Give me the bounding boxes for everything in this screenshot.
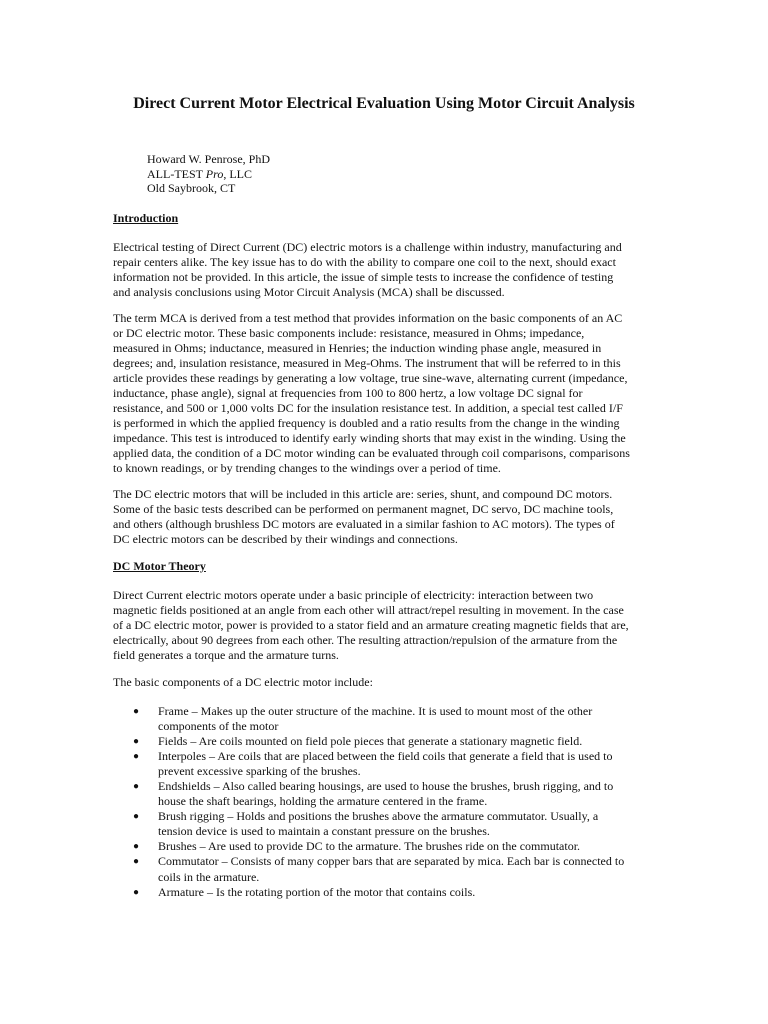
text-line: of a DC electric motor, power is provided to a stator field and an armature creating magnetic fields that are, [113, 618, 629, 633]
author-block [147, 152, 270, 196]
author-company [147, 167, 270, 182]
intro-paragraph-3 [113, 487, 658, 547]
text-line: house the shaft bearings, holding the armature centered in the frame. [158, 794, 488, 809]
list-item [113, 704, 658, 734]
document-title: Direct Current Motor Electrical Evaluation Using Motor Circuit Analysis [133, 95, 635, 112]
text-line: prevent excessive sparking of the brushes. [158, 764, 361, 779]
text-line: electrically, about 90 degrees from each other. The resulting attraction/repulsion of the armature from the [113, 633, 618, 648]
company-italic: Pro [205, 166, 224, 181]
text-line: Interpoles – Are coils that are placed between the field coils that generate a field that is used to [158, 749, 613, 764]
text-line: degrees; and, insulation resistance, measured in Meg-Ohms. The instrument that will be referred to in this [113, 356, 621, 371]
theory-paragraph-1 [113, 588, 658, 663]
list-item [113, 779, 658, 809]
text-line: Armature – Is the rotating portion of the motor that contains coils. [158, 884, 476, 899]
list-item [113, 734, 658, 749]
text-line: information not be provided. In this article, the issue of simple tests to increase the confidence of testing [113, 270, 614, 285]
text-line: is performed in which the applied frequency is doubled and a ratio results from the change in the winding [113, 416, 620, 431]
list-item [113, 885, 658, 900]
intro-paragraph-2 [113, 311, 658, 477]
text-line: or DC electric motor. These basic components include: resistance, measured in Ohms; impedance, [113, 326, 585, 341]
text-line: Brush rigging – Holds and positions the brushes above the armature commutator. Usually, a [158, 809, 599, 824]
text-line: Electrical testing of Direct Current (DC) electric motors is a challenge within industry, manufacturing and [113, 240, 622, 254]
text-line: DC electric motors can be described by their windings and connections. [113, 532, 458, 547]
text-line: inductance, phase angle), signal at frequencies from 100 to 800 hertz, a low voltage DC signal for [113, 386, 583, 401]
text-line: tension device is used to maintain a constant pressure on the brushes. [158, 824, 490, 839]
text-line: field generates a torque and the armature turns. [113, 648, 339, 663]
text-line: to known readings, or by trending changes to the windings over a period of time. [113, 461, 501, 476]
bullet-icon: ● [133, 856, 140, 868]
author-location: Old Saybrook, CT [147, 181, 236, 196]
components-list [113, 704, 658, 900]
text-line: magnetic fields positioned at an angle from each other will attract/repel resulting in movement. In the case [113, 603, 624, 618]
list-item [113, 809, 658, 839]
text-line: Commutator – Consists of many copper bars that are separated by mica. Each bar is connected to [158, 854, 625, 869]
text-line: applied data, the condition of a DC motor winding can be evaluated through coil comparisons, comparisons [113, 446, 630, 461]
text-line: coils in the armature. [158, 869, 260, 884]
bullet-icon: ● [133, 841, 140, 853]
text-line: Endshields – Also called bearing housings, are used to house the brushes, brush rigging, and to [158, 779, 614, 794]
company-suffix: , LLC [223, 166, 253, 181]
text-line: Fields – Are coils mounted on field pole pieces that generate a stationary magnetic field. [158, 734, 583, 749]
text-line: components of the motor [158, 719, 279, 734]
text-line: resistance, and 500 or 1,000 volts DC for the insulation resistance test. In addition, a special test called I/F [113, 401, 623, 416]
company-prefix: ALL-TEST [147, 166, 206, 181]
bullet-icon: ● [133, 751, 140, 763]
text-line: The term MCA is derived from a test method that provides information on the basic components of an AC [113, 311, 623, 325]
text-line: Direct Current electric motors operate under a basic principle of electricity: interaction between two [113, 588, 594, 602]
section-heading-dc-motor-theory: DC Motor Theory [113, 559, 206, 573]
text-line: The basic components of a DC electric motor include: [113, 675, 373, 689]
text-line: Some of the basic tests described can be performed on permanent magnet, DC servo, DC machine tools, [113, 502, 614, 517]
bullet-icon: ● [133, 736, 140, 748]
text-line: and analysis conclusions using Motor Circuit Analysis (MCA) shall be discussed. [113, 285, 505, 300]
bullet-icon: ● [133, 886, 140, 898]
list-item [113, 839, 658, 854]
text-line: and others (although brushless DC motors are evaluated in a similar fashion to AC motors). The types of [113, 517, 615, 532]
text-line: Frame – Makes up the outer structure of the machine. It is used to mount most of the other [158, 704, 593, 718]
bullet-icon: ● [133, 781, 140, 793]
list-item [113, 854, 658, 884]
text-line: impedance. This test is introduced to identify early winding shorts that may exist in the winding. Using the [113, 431, 626, 446]
bullet-icon: ● [133, 706, 140, 717]
intro-paragraph-1 [113, 240, 658, 300]
text-line: Brushes – Are used to provide DC to the armature. The brushes ride on the commutator. [158, 839, 581, 854]
text-line: repair centers alike. The key issue has to do with the ability to compare one coil to the next, should exact [113, 255, 616, 270]
section-heading-introduction: Introduction [113, 211, 179, 225]
text-line: The DC electric motors that will be included in this article are: series, shunt, and compound DC motors. [113, 487, 613, 501]
author-name: Howard W. Penrose, PhD [147, 152, 270, 166]
text-line: measured in Ohms; inductance, measured in Henries; the induction winding phase angle, measured in [113, 341, 602, 356]
text-line: article provides these readings by generating a low voltage, true sine-wave, alternating current (impedance, [113, 371, 628, 386]
list-item [113, 749, 658, 779]
theory-paragraph-2 [113, 675, 658, 690]
bullet-icon: ● [133, 811, 140, 823]
